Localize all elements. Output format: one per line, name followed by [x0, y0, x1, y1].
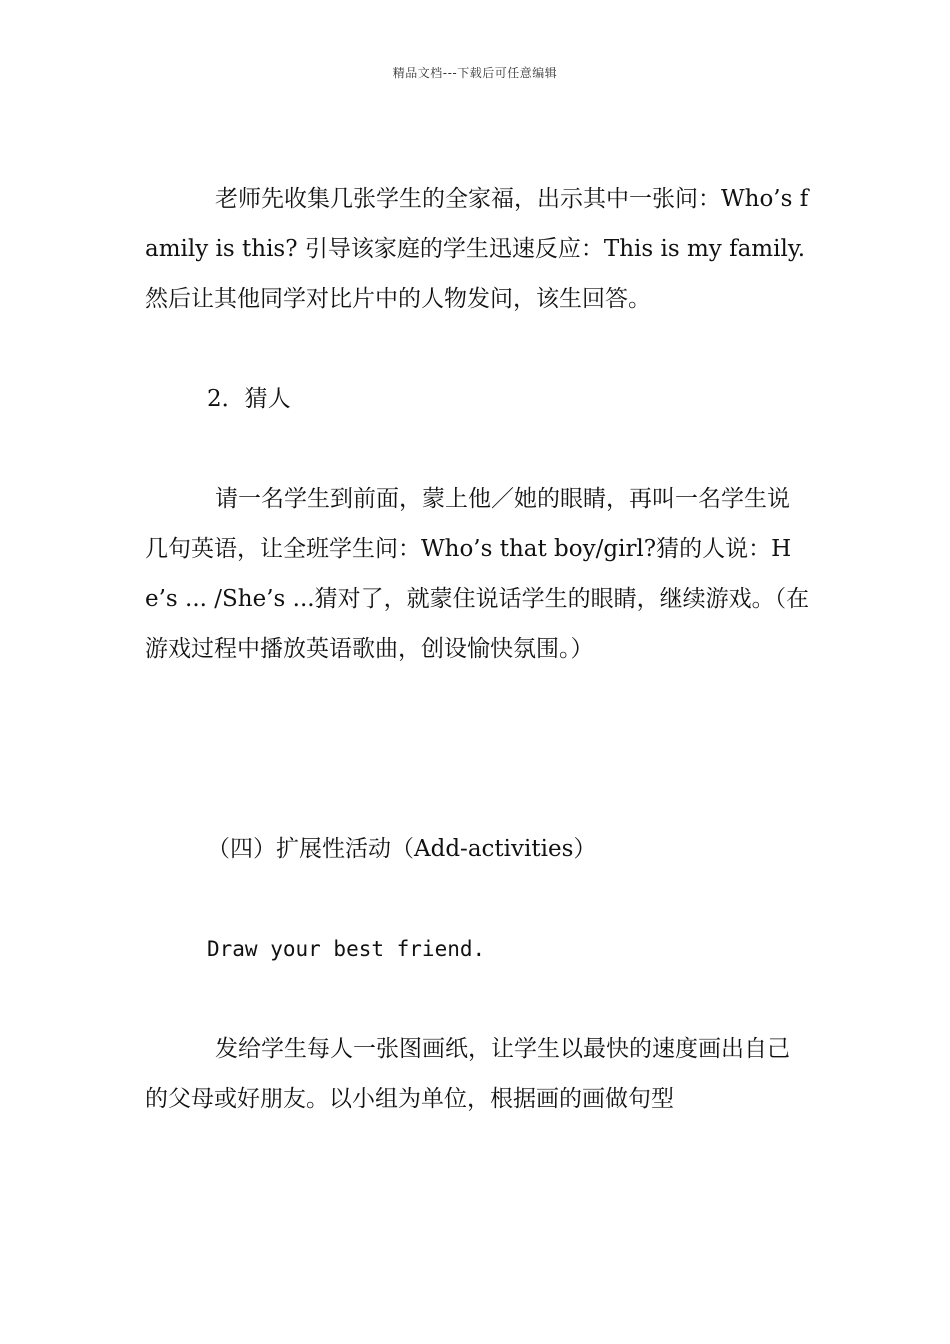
paragraph-intro: 老师先收集几张学生的全家福，出示其中一张问：Who’s family is this? 引导该家庭的学生迅速反应：This is my family.然后让其他同学对比片中的人物发问，该生回答。 [145, 186, 809, 312]
document-body [145, 174, 810, 1124]
section-heading-add-activities: （四）扩展性活动（Add-activities） [207, 836, 597, 862]
paragraph-activity: 发给学生每人一张图画纸，让学生以最快的速度画出自己的父母或好朋友。以小组为单位，根据画的画做句型 [145, 1036, 790, 1112]
activity-title: Draw your best friend. [207, 937, 486, 961]
page-header: 精品文档---下载后可任意编辑 [392, 66, 558, 80]
paragraph-guess-person: 请一名学生到前面，蒙上他／她的眼睛，再叫一名学生说几句英语，让全班学生问：Who’s that boy/girl?猜的人说：He’s ... /She’s ...猜对了，就蒙住说话学生的眼睛，继续游戏。（在游戏过程中播放英语歌曲，创设愉快氛围。） [145, 486, 810, 662]
section-heading-guess-person: 2．猜人 [207, 386, 291, 412]
